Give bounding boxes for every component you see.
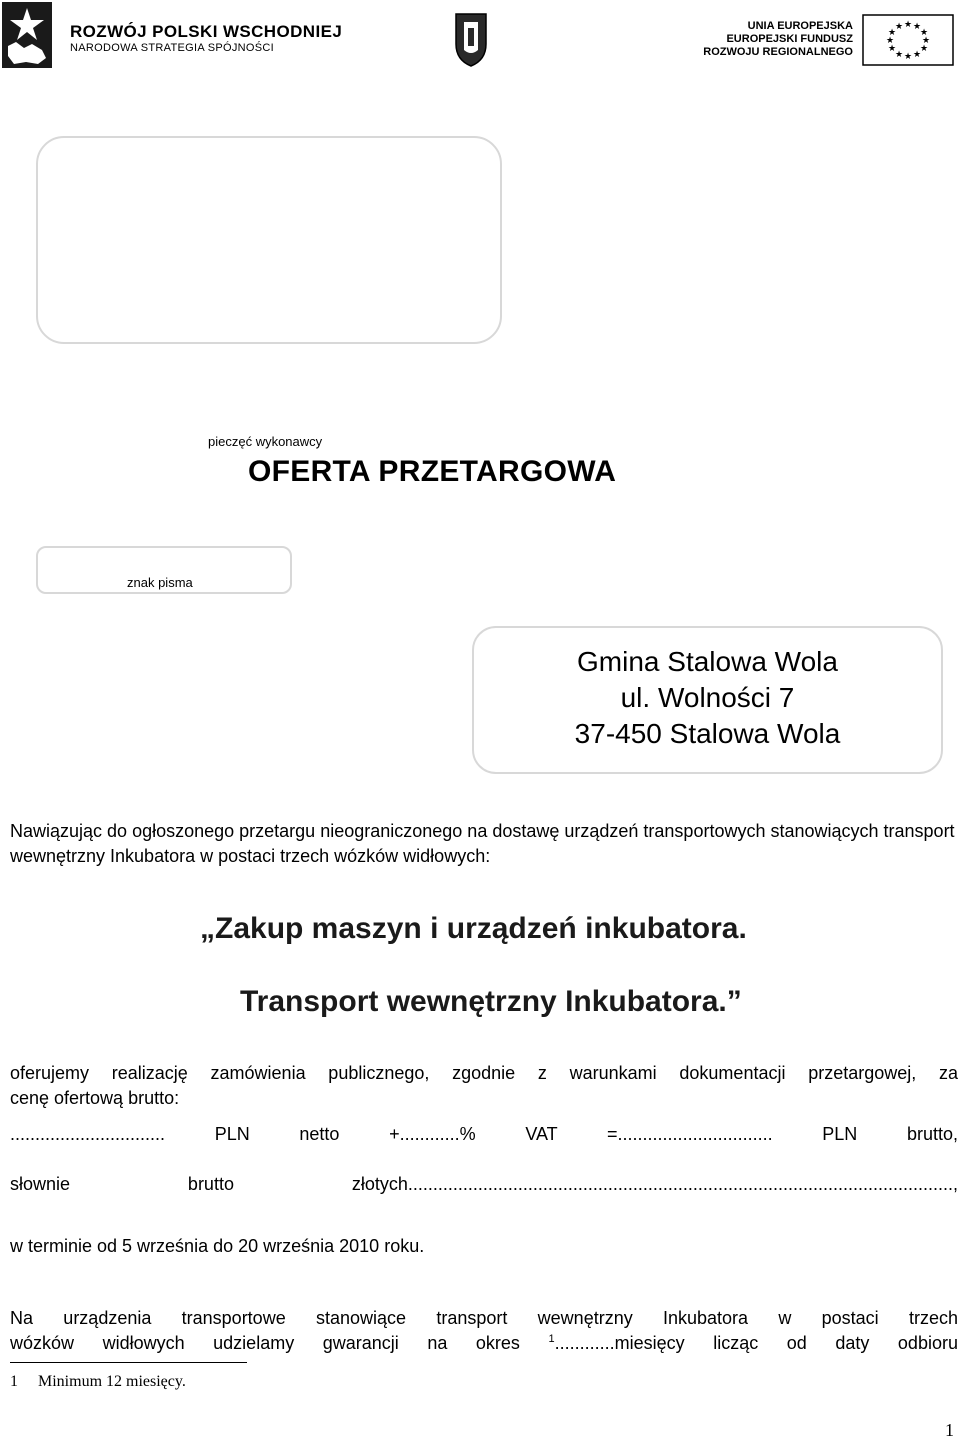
footnote-text: Minimum 12 miesięcy. — [38, 1373, 186, 1390]
svg-text:★: ★ — [912, 22, 922, 32]
offer-line-1: oferujemy realizację zamówienia publicznego, zgodnie z warunkami dokumentacji przetargowej, za — [10, 1063, 958, 1083]
svg-text:★: ★ — [903, 20, 913, 30]
svg-text:★: ★ — [903, 52, 913, 62]
svg-text:★: ★ — [887, 44, 897, 54]
warranty-line-1: Na urządzenia transportowe stanowiące transport wewnętrzny Inkubatora w postaci trzech — [10, 1308, 958, 1328]
price-in-words-line: słownie brutto złotych............................................................................................................., — [10, 1174, 958, 1194]
rps-title: ROZWÓJ POLSKI WSCHODNIEJ — [70, 22, 343, 41]
svg-text:★: ★ — [921, 36, 931, 46]
offer-line-2: cenę ofertową brutto: — [10, 1088, 180, 1108]
page-number: 1 — [945, 1420, 954, 1440]
contractor-stamp-box — [36, 136, 502, 344]
eu-flag-icon — [862, 14, 954, 66]
price-line: ............................... PLN netto +............% VAT =............................... PLN brutto, — [10, 1124, 958, 1144]
svg-text:★: ★ — [885, 36, 895, 46]
svg-text:★: ★ — [887, 28, 897, 38]
address-line-1: Gmina Stalowa Wola — [577, 646, 838, 677]
eu-line-2: EUROPEJSKI FUNDUSZ — [726, 33, 853, 45]
tender-name-line-2: Transport wewnętrzny Inkubatora.” — [240, 985, 742, 1018]
recipient-address — [473, 644, 942, 752]
rozwoj-polski-wschodniej-logo — [2, 2, 352, 68]
svg-text:★: ★ — [894, 50, 904, 60]
address-line-2: ul. Wolności 7 — [620, 682, 795, 713]
footnote — [10, 1373, 186, 1391]
intro-paragraph: Nawiązując do ogłoszonego przetargu nieograniczonego na dostawę urządzeń transportowych stanowiących transport wewnętrzny Inkubatora w postaci trzech wózków widłowych: — [10, 821, 955, 866]
city-crest-icon — [454, 10, 488, 68]
eu-line-1: UNIA EUROPEJSKA — [747, 20, 853, 32]
footnote-number: 1 — [10, 1373, 18, 1390]
footnote-divider — [10, 1362, 247, 1363]
svg-text:★: ★ — [919, 28, 929, 38]
footnote-marker: 1 — [548, 1333, 555, 1345]
star-map-logo-icon — [2, 2, 52, 68]
eu-line-3: ROZWOJU REGIONALNEGO — [703, 46, 853, 58]
tender-name-line-1: „Zakup maszyn i urządzeń inkubatora. — [200, 912, 747, 945]
warranty-text-a: wózków widłowych udzielamy gwarancji na okres — [10, 1333, 520, 1353]
svg-text:★: ★ — [912, 50, 922, 60]
warranty-text-b: ............miesięcy licząc od daty odbioru — [554, 1333, 958, 1353]
reference-number-label: znak pisma — [127, 575, 193, 590]
eu-fund-text — [703, 20, 853, 59]
page-title: OFERTA PRZETARGOWA — [248, 455, 617, 488]
warranty-line-2 — [10, 1331, 958, 1356]
address-line-3: 37-450 Stalowa Wola — [574, 718, 841, 749]
contractor-stamp-label: pieczęć wykonawcy — [208, 434, 323, 449]
delivery-term-line: w terminie od 5 września do 20 września 2010 roku. — [10, 1236, 425, 1256]
rps-subtitle: NARODOWA STRATEGIA SPÓJNOŚCI — [70, 42, 274, 54]
svg-text:★: ★ — [894, 22, 904, 32]
svg-text:★: ★ — [919, 44, 929, 54]
